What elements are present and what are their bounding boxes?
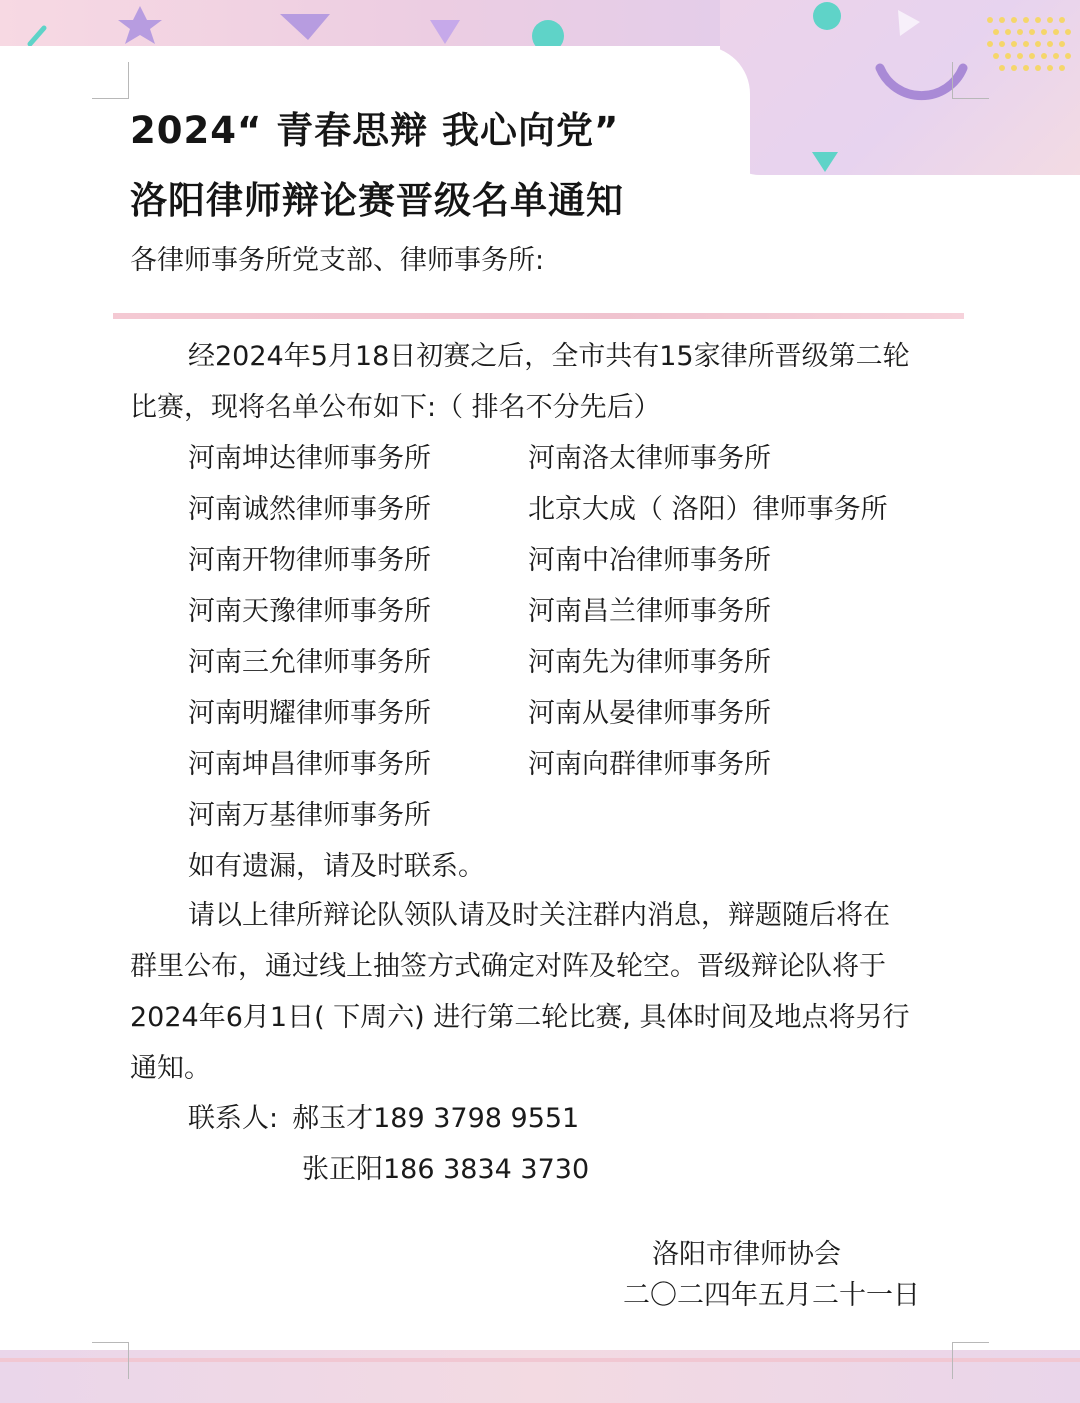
teal-stroke-decor <box>30 28 44 44</box>
list-item <box>188 433 888 484</box>
notice-line-2: 群里公布，通过线上抽签方式确定对阵及轮空。晋级辩论队将于 <box>130 951 886 982</box>
firm-name: 河南坤达律师事务所 <box>188 443 431 474</box>
bottom-decor-line <box>0 1358 1080 1362</box>
top-shapes <box>0 0 720 46</box>
contact-person: 郝玉才189 3798 9551 <box>292 1103 580 1134</box>
crop-mark-top-right <box>952 62 989 99</box>
firm-name: 河南中冶律师事务所 <box>528 545 771 576</box>
intro-line-2: 比赛，现将名单公布如下:（ 排名不分先后） <box>130 392 661 423</box>
signature-date: 二〇二四年五月二十一日 <box>623 1280 920 1311</box>
title-line-2: 洛阳律师辩论赛晋级名单通知 <box>130 179 624 222</box>
purple-triangle-decor <box>280 14 330 40</box>
firm-name: 河南三允律师事务所 <box>188 647 431 678</box>
white-triangle-decor <box>898 10 920 36</box>
purple-triangle-decor-2 <box>430 20 460 44</box>
list-item <box>188 739 888 790</box>
firm-name: 河南先为律师事务所 <box>528 647 771 678</box>
firm-name: 河南从晏律师事务所 <box>528 698 771 729</box>
decor-shapes <box>720 0 1080 175</box>
crop-mark-bottom-right <box>952 1342 989 1379</box>
teal-triangle-decor <box>812 152 838 172</box>
firm-name: 河南诚然律师事务所 <box>188 494 431 525</box>
contact-row-2 <box>302 1144 589 1195</box>
star-decor <box>118 6 162 44</box>
list-item <box>188 637 888 688</box>
title-line-1: 2024“ 青春思辩 我心向党” <box>130 109 620 152</box>
contact-person: 张正阳186 3834 3730 <box>302 1154 590 1185</box>
firm-name: 河南洛太律师事务所 <box>528 443 771 474</box>
firm-name: 河南万基律师事务所 <box>188 800 431 831</box>
list-item <box>188 484 888 535</box>
firm-name: 北京大成（ 洛阳）律师事务所 <box>528 494 888 525</box>
list-item <box>188 790 888 841</box>
decor-panel <box>720 0 1080 175</box>
yellow-dots-decor <box>987 17 1071 71</box>
firm-name: 河南向群律师事务所 <box>528 749 771 780</box>
teal-dot-decor-2 <box>532 20 564 46</box>
contact-row-1 <box>188 1093 579 1144</box>
notice-paragraph <box>130 890 960 1094</box>
firm-list <box>188 433 888 892</box>
list-item <box>188 535 888 586</box>
salutation: 各律师事务所党支部、律师事务所: <box>130 245 545 276</box>
firm-name: 河南昌兰律师事务所 <box>528 596 771 627</box>
intro-line-1: 经2024年5月18日初赛之后，全市共有15家律所晋级第二轮 <box>188 341 910 372</box>
notice-line-1: 请以上律所辩论队领队请及时关注群内消息，辩题随后将在 <box>188 900 890 931</box>
notice-line-3: 2024年6月1日( 下周六) 进行第二轮比赛, 具体时间及地点将另行 <box>130 1002 910 1033</box>
signature-org: 洛阳市律师协会 <box>652 1239 841 1270</box>
crop-mark-top-left <box>92 62 129 99</box>
purple-arc-decor <box>880 68 963 96</box>
intro-paragraph <box>130 331 960 433</box>
firm-name: 河南明耀律师事务所 <box>188 698 431 729</box>
firm-name: 河南开物律师事务所 <box>188 545 431 576</box>
contact-label: 联系人: <box>188 1103 279 1134</box>
crop-mark-bottom-left <box>92 1342 129 1379</box>
firm-name: 河南天豫律师事务所 <box>188 596 431 627</box>
list-item <box>188 586 888 637</box>
divider-line <box>113 313 964 319</box>
teal-dot-decor <box>813 2 841 30</box>
firm-name: 河南坤昌律师事务所 <box>188 749 431 780</box>
notice-line-4: 通知。 <box>130 1053 211 1084</box>
list-item <box>188 688 888 739</box>
omission-note: 如有遗漏，请及时联系。 <box>188 851 485 882</box>
